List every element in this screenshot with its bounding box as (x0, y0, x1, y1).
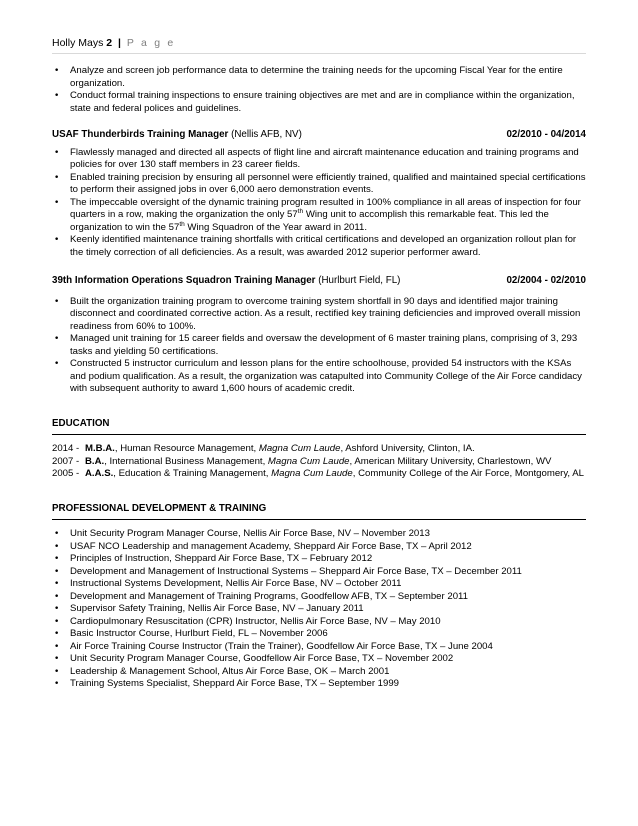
resume-content (52, 65, 586, 691)
job-dates: 02/2004 - 02/2010 (506, 275, 586, 286)
job-dates: 02/2010 - 04/2014 (506, 129, 586, 140)
education-heading: EDUCATION (52, 417, 110, 429)
list-item: • The impeccable oversight of the dynamic training program resulted in 100% compliance in all areas of inspection for four quarters in a row, making the organization the only 57th Wing unit to accomplish this remarkable feat. This led the organization to win the 57th Wing Squadron of the Year award in 2011. (52, 197, 586, 235)
list-item: • Analyze and screen job performance data to determine the training needs for the upcoming Fiscal Year for the entire organization. (52, 65, 586, 90)
list-item: • Instructional Systems Development, Nellis Air Force Base, NV – October 2011 (52, 578, 586, 591)
job-heading-39th-ios (52, 275, 586, 288)
education-item: 2014 - M.B.A., Human Resource Management, Magna Cum Laude, Ashford University, Clinton, IA. (52, 443, 475, 454)
education-item: 2007 - B.A., International Business Management, Magna Cum Laude, American Military University, Charlestown, WV (52, 455, 552, 467)
education-item: 2005 - A.A.S., Education & Training Management, Magna Cum Laude, Community College of the Air Force, Montgomery, AL (52, 468, 584, 479)
header-name: Holly Mays (52, 37, 104, 49)
education-year: 2005 - (52, 468, 80, 479)
job-heading-thunderbirds (52, 129, 586, 142)
job-title: 39th Information Operations Squadron Training Manager (52, 275, 316, 286)
job-location: (Hurlburt Field, FL) (318, 275, 401, 286)
list-item: • Basic Instructor Course, Hurlburt Field, FL – November 2006 (52, 628, 586, 641)
list-item: • Air Force Training Course Instructor (Train the Trainer), Goodfellow Air Force Base, TX – June 2004 (52, 641, 586, 654)
header-separator: | (118, 37, 121, 49)
job-location: (Nellis AFB, NV) (231, 129, 302, 140)
training-heading: PROFESSIONAL DEVELOPMENT & TRAINING (52, 502, 267, 514)
training-list (52, 528, 586, 691)
list-item: • Supervisor Safety Training, Nellis Air Force Base, NV – January 2011 (52, 603, 586, 616)
list-item: • Enabled training precision by ensuring all personnel were efficiently trained, qualified and maintained special certifications to perform their assigned jobs in over 6,000 aero demonstration events. (52, 172, 586, 197)
list-item: • Flawlessly managed and directed all aspects of flight line and aircraft maintenance education and training programs and policies for over 130 staff members in 23 career fields. (52, 147, 586, 172)
education-list (52, 443, 586, 481)
list-item: • Unit Security Program Manager Course, Nellis Air Force Base, NV – November 2013 (52, 528, 586, 541)
list-item: • Training Systems Specialist, Sheppard Air Force Base, TX – September 1999 (52, 678, 586, 691)
list-item: • Built the organization training program to overcome training system shortfall in 90 days and identified major training disconnect and coordinated corrective action. As a result, rectified key training deficiencies and improved overall mission readiness from 60% to 100%. (52, 296, 586, 334)
list-item: • Development and Management of Instructional Systems – Sheppard Air Force Base, TX – December 2011 (52, 566, 586, 579)
job-title: USAF Thunderbirds Training Manager (52, 129, 229, 140)
education-year: 2007 - (52, 455, 80, 467)
header-page-label: P a g e (126, 37, 176, 49)
list-item: • Constructed 5 instructor curriculum and lesson plans for the entire schoolhouse, provided 54 instructors with the KSAs and podium qualification. As a result, the organization was catapulted into Community College of the Air Force candidacy with subsequent authority to award 1,600 hours of academic credit. (52, 358, 586, 396)
list-item: • Unit Security Program Manager Course, Goodfellow Air Force Base, TX – November 2002 (52, 653, 586, 666)
list-item: • Leadership & Management School, Altus Air Force Base, OK – March 2001 (52, 666, 586, 679)
education-year: 2014 - (52, 443, 80, 454)
page-header (52, 36, 586, 54)
list-item: • Managed unit training for 15 career fields and oversaw the development of 6 master training plans, comprising of 3, 293 tasks and yielding 50 certifications. (52, 333, 586, 358)
list-item: • Conduct formal training inspections to ensure training objectives are met and are in compliance within the organization, state and federal polices and guidelines. (52, 90, 586, 115)
job1-bullet-list (52, 147, 586, 260)
job2-bullet-list (52, 296, 586, 396)
header-page-number: 2 (106, 37, 113, 49)
list-item: • Cardiopulmonary Resuscitation (CPR) Instructor, Nellis Air Force Base, NV – May 2010 (52, 616, 586, 629)
list-item: • USAF NCO Leadership and management Academy, Sheppard Air Force Base, TX – April 2012 (52, 541, 586, 554)
intro-bullet-list (52, 65, 586, 115)
list-item: • Keenly identified maintenance training shortfalls with critical certifications and developed an organization rollout plan for the timely correction of all deficiencies. As a result, was awarded 2012 superior performer award. (52, 234, 586, 259)
list-item: • Principles of Instruction, Sheppard Air Force Base, TX – February 2012 (52, 553, 586, 566)
list-item: • Development and Management of Training Programs, Goodfellow AFB, TX – September 2011 (52, 591, 586, 604)
